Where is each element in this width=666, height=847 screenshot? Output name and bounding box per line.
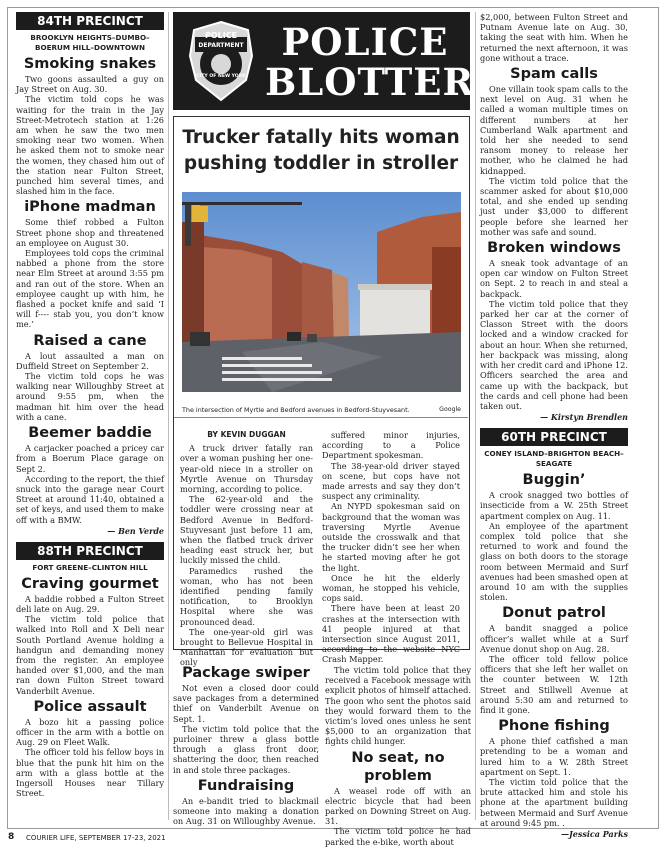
story-headline: No seat, no problem <box>351 749 445 784</box>
paragraph: The victim told police he had parked the e-bike, worth about <box>325 826 471 847</box>
lead-column-1 <box>180 430 313 668</box>
story-fundraising <box>173 777 319 827</box>
story-headline: Police assault <box>33 698 147 715</box>
noseat-continued <box>480 12 628 63</box>
paragraph: A bandit snagged a police officer’s wallet while at a Surf Avenue donut shop on Aug. 28. <box>480 623 628 654</box>
lead-headline-line2: pushing toddler in stroller <box>183 153 459 174</box>
story-body <box>16 74 164 196</box>
photo-credit: Google <box>439 406 461 413</box>
precinct-84-area: BROOKLYN HEIGHTS–DUMBO–BOERUM HILL–DOWNTOWN <box>30 33 150 52</box>
bottom-mid-right <box>325 665 471 847</box>
paragraph: An e-bandit tried to blackmail someone into making a donation on Aug. 31 on Willoughby Avenue. <box>173 795 319 827</box>
paragraph: A sneak took advantage of an open car window on Fulton Street on Sept. 2 to reach in and steal a backpack. <box>480 258 628 299</box>
right-column <box>480 12 628 839</box>
paragraph: One villain took spam calls to the next level on Aug. 31 when he called a woman multiple times on different numbers at her Cumberland Walk apartment and told her she needed to send ransom money to release her mother, who he claimed he had kidnapped. <box>480 84 628 176</box>
lead-headline-line1: Trucker fatally hits woman <box>182 127 460 148</box>
paragraph: The 38-year-old driver stayed on scene, but cops have not made arrests and say they don’t suspect any criminality. <box>322 460 460 502</box>
paragraph: A lout assaulted a man on Duffield Street on September 2. <box>16 350 164 371</box>
story-headline: Smoking snakes <box>23 56 157 72</box>
paragraph: Some thief robbed a Fulton Street phone shop and threatened an employee on August 30. <box>16 217 164 248</box>
paragraph: Employees told cops the criminal nabbed a phone from the store near Elm Street at around 3:55 pm and ran out of the store. When an employee caught up with him, he flashed a pocket knife and said ‘I will f---- stab you, you don’t know me.’ <box>16 248 164 330</box>
story-police-assault <box>16 698 164 799</box>
story-body <box>480 736 628 828</box>
story-body <box>480 258 628 411</box>
story-headline: Beemer baddie <box>28 425 152 442</box>
story-buggin <box>480 471 628 602</box>
lead-headline <box>174 125 468 177</box>
story-smoking-snakes <box>16 55 164 196</box>
story-beemer-baddie <box>16 424 164 536</box>
column-rule <box>168 12 169 820</box>
byline: BY KEVIN DUGGAN <box>207 430 286 439</box>
paragraph: There have been at least 20 crashes at the intersection with 41 people injured at that intersection since August 2011, according to the website NYC Crash Mapper. <box>322 603 460 665</box>
reporter-credit: —Jessica Parks <box>560 829 628 839</box>
story-body <box>16 443 164 525</box>
paragraph: A baddie robbed a Fulton Street deli late on Aug. 29. <box>16 593 164 614</box>
paragraph: The victim told police that walked into Roll and X Deli near South Portland Avenue holding a handgun and demanding money from the register. An employee handed over $1,000, and the man ran down Fulton Street toward Vanderbilt Avenue. <box>16 614 164 696</box>
nypd-badge-icon <box>186 20 256 102</box>
left-column <box>16 12 164 820</box>
story-craving-gourmet <box>16 575 164 696</box>
paragraph: Not even a closed door could save packages from a determined thief on Vanderbilt Avenue on Sept. 1. <box>173 683 319 724</box>
story-spam-calls <box>480 65 628 237</box>
precinct-60-area: CONEY ISLAND–BRIGHTON BEACH–SEAGATE <box>484 449 624 469</box>
caption-rule <box>174 417 468 418</box>
paragraph: The victim told police that they parked her car at the corner of Classon Street with the doors locked and a window cracked for about an hour. When she returned, her backpack was missing, along with her credit card and iPhone 12. Officers searched the area and came up with the backpack, but the cards and cell phone had been taken out. <box>480 298 628 411</box>
reporter-credit: — Ben Verde <box>107 525 164 536</box>
story-body <box>16 594 164 696</box>
paragraph: The victim told cops he was waiting for the train in the Jay Street-Metrotech station at 1:26 am when he saw the two men smoking near two women. When he asked them not to smoke near the women, they chased him out of the station near Fulton Street, punched him several times, and slashed him in the face. <box>16 94 164 197</box>
paragraph: An NYPD spokesman said on background that the woman was traversing Myrtle Avenue outside the crosswalk and that the trucker didn’t see her when he started moving after he got the light. <box>322 501 460 573</box>
paragraph: A bozo hit a passing police officer in the arm with a bottle on Aug. 29 on Fleet Walk. <box>16 716 164 748</box>
paragraph: The victim told police that the purloiner threw a glass bottle through a glass front door, shattering the door, then reached in and stole three packages. <box>173 723 319 775</box>
story-broken-windows <box>480 239 628 422</box>
paragraph: A crook snagged two bottles of insecticide from a W. 25th Street apartment complex on Aug. 11. <box>480 490 628 521</box>
masthead-title-line1: POLICE <box>281 20 449 64</box>
story-headline: Craving gourmet <box>21 575 159 592</box>
story-headline: Spam calls <box>510 66 598 83</box>
paragraph: Once he hit the elderly woman, he stopped his vehicle, cops said. <box>322 572 460 604</box>
story-headline: Broken windows <box>487 240 621 257</box>
page-number: 8 <box>8 832 15 842</box>
precinct-88-banner: 88TH PRECINCT <box>16 542 164 560</box>
story-body <box>480 84 628 237</box>
story-headline: Phone fishing <box>498 718 610 735</box>
photo-caption: The intersection of Myrtle and Bedford avenues in Bedford-Stuyvesant. <box>182 406 410 414</box>
paragraph: Paramedics rushed the woman, who has not been identified pending family notification, to Brooklyn Hospital where she was pronounced dead. <box>180 565 313 627</box>
paragraph: A weasel rode off with an electric bicycle that had been parked on Downing Street on Aug. 31. <box>325 785 471 827</box>
story-headline: Package swiper <box>182 665 310 681</box>
publication-line: COURIER LIFE, SEPTEMBER 17-23, 2021 <box>26 834 166 842</box>
paragraph: The officer told his fellow boys in blue that the punk hit him on the arm with a glass bottle at the Ingersoll Houses near Tillary Street. <box>16 747 164 799</box>
story-headline: Donut patrol <box>502 605 606 622</box>
story-phone-fishing <box>480 717 628 839</box>
story-body <box>173 796 319 827</box>
precinct-84-banner: 84TH PRECINCT <box>16 12 164 30</box>
street-photo <box>182 192 461 392</box>
story-body <box>16 351 164 422</box>
lead-column-2 <box>322 430 460 665</box>
paragraph: According to the report, the thief snuck into the garage near Court Street at around 11:40, obtained a set of keys, and used them to make off with a BMW. <box>16 473 164 525</box>
reporter-credit: — Kirstyn Brendlen <box>540 412 628 423</box>
story-raised-a-cane <box>16 332 164 422</box>
paragraph: The one-year-old girl was brought to Bellevue Hospital in Manhattan for evaluation but only <box>180 626 313 668</box>
paragraph: A carjacker poached a pricey car from a Boerum Place garage on Sept 2. <box>16 443 164 474</box>
story-headline: Fundraising <box>197 777 295 794</box>
paragraph: The victim told police that the brute attacked him and stole his phone at the apartment building between Mermaid and Surf Avenue at around 9:45 pm. . <box>480 776 628 828</box>
story-body <box>480 623 628 715</box>
paragraph: The victim told cops he was walking near Willoughby Street at around 9:55 pm, when the madman hit him over the head with a cane. <box>16 371 164 422</box>
fundraising-continued <box>325 665 471 747</box>
masthead-title-line2: BLOTTER <box>265 60 475 104</box>
story-headline: iPhone madman <box>24 199 156 216</box>
precinct-60-banner: 60TH PRECINCT <box>480 428 628 446</box>
story-headline: Raised a cane <box>33 332 147 349</box>
paragraph: suffered minor injuries, according to a Police Department spokesman. <box>322 430 460 461</box>
story-donut-patrol <box>480 604 628 715</box>
paragraph: The officer told fellow police officers that she left her wallet on the counter between W. 12th Street and Stillwell Avenue at around 5:30 am and returned to find it gone. <box>480 653 628 715</box>
police-blotter-masthead <box>173 12 475 110</box>
column-rule <box>475 12 476 820</box>
badge-text-top: POLICE <box>204 31 238 40</box>
story-headline: Buggin’ <box>522 472 586 489</box>
story-iphone-madman <box>16 198 164 329</box>
story-body <box>480 490 628 602</box>
story-body <box>16 217 164 329</box>
paragraph: The 62-year-old and the toddler were crossing near at Bedford Avenue in Bedford-Stuyvesant just before 11 am, when the flatbed truck driver heading east struck her, but luckily missed the child. <box>180 494 313 566</box>
paragraph: A phone thief catfished a man pretending to be a woman and lured him to a W. 28th Street apartment on Sept. 1. <box>480 736 628 777</box>
story-body <box>16 717 164 799</box>
badge-text-bottom: CITY OF NEW YORK <box>196 74 246 79</box>
paragraph: Two goons assaulted a guy on Jay Street on Aug. 30. <box>16 74 164 95</box>
lead-story-box <box>173 116 470 668</box>
precinct-88-area: FORT GREENE–CLINTON HILL <box>32 562 148 572</box>
paragraph: The victim told police that they received a Facebook message with explicit photos of himself attached. The goon who sent the photos said they would forward them to the victim’s loved ones unless he sent $5,000 to an organization that fights child hunger. <box>325 665 471 747</box>
paragraph: An employee of the apartment complex told police that she returned to work and found the glass on both doors to the storage room between Mermaid and Surf avenues had been smashed open at around 10 am with the supplies stolen. <box>480 520 628 603</box>
bottom-mid-left <box>173 662 319 827</box>
story-package-swiper <box>173 664 319 775</box>
paragraph: $2,000, between Fulton Street and Putnam Avenue late on Aug. 30, taking the seat with him. When he returned the next afternoon, it was gone without a trace. <box>480 12 628 63</box>
badge-text-mid: DEPARTMENT <box>198 42 244 49</box>
paragraph: The victim told police that the scammer asked for about $10,000 total, and she ended up sending just under $3,000 to different people before she learned her mother was safe and sound. <box>480 175 628 237</box>
story-body <box>325 786 471 847</box>
story-body <box>173 683 319 775</box>
paragraph: A truck driver fatally ran over a woman pushing her one-year-old niece in a stroller on Myrtle Avenue on Thursday morning, according to police. <box>180 443 313 495</box>
story-no-seat <box>325 749 471 847</box>
